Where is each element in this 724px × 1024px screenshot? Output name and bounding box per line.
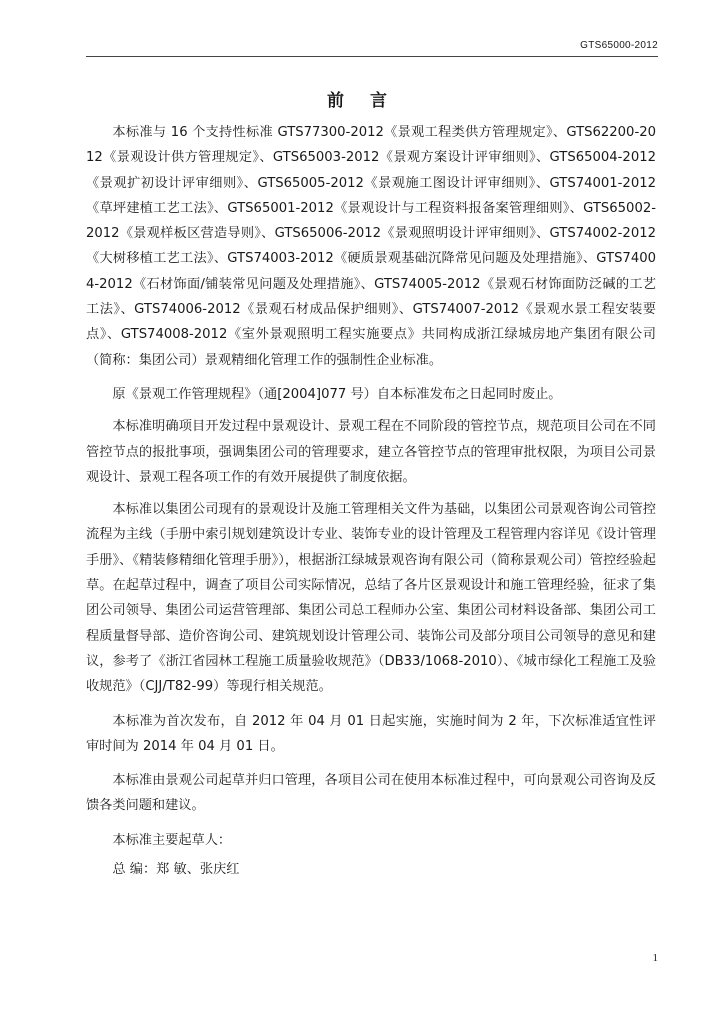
- page-number: 1: [652, 952, 658, 964]
- paragraph-effective-date: 本标准为首次发布，自 2012 年 04 月 01 日起实施，实施时间为 2 年，下次标准适宜性评审时间为 2014 年 04 月 01 日。: [86, 713, 656, 754]
- document-code: GTS65000-2012: [580, 40, 658, 51]
- paragraph-repeal: 原《景观工作管理规程》（通[2004]077 号）自本标准发布之日起同时废止。: [112, 386, 562, 402]
- paragraph-drafters-heading: 本标准主要起草人：: [112, 832, 232, 848]
- paragraph-management: 本标准由景观公司起草并归口管理，各项目公司在使用本标准过程中，可向景观公司咨询及反馈各类问题和建议。: [86, 773, 656, 814]
- paragraph-chief-editors: 总 编：郑 敏、张庆红: [112, 862, 240, 878]
- paragraph-standards-list: 本标准与 16 个支持性标准 GTS77300-2012《景观工程类供方管理规定》、GTS62200-2012《景观设计供方管理规定》、GTS65003-2012《景观方案设计评审细则》、GTS65004-2012《景观扩初设计评审细则》、GTS65005-2012《景观施工图设计评审细则》、GTS74001-2012《草坪建植工艺工法》、GTS65001-2012《景观设计与工程资料报备案管理细则》、GTS65002-2012《景观样板区营造导则》、GTS65006-2012《景观照明设计评审细则》、GTS74002-2012《大树移植工艺工法》、GTS74003-2012《硬质景观基础沉降常见问题及处理措施》、GTS74004-2012《石材饰面/铺装常见问题及处理措施》、GTS74005-2012《景观石材饰面防泛碱的工艺工法》、GTS74006-2012《景观石材成品保护细则》、GTS74007-2012《景观水景工程安装要点》、GTS74008-2012《室外景观照明工程实施要点》共同构成浙江绿城房地产集团有限公司（简称：集团公司）景观精细化管理工作的强制性企业标准。: [86, 125, 656, 368]
- document-body: [86, 120, 656, 882]
- page-title: 前 言: [327, 91, 397, 111]
- header-rule: [86, 56, 658, 57]
- paragraph-purpose: 本标准明确项目开发过程中景观设计、景观工程在不同阶段的管控节点，规范项目公司在不同管控节点的报批事项，强调集团公司的管理要求，建立各管控节点的管理审批权限，为项目公司景观设计、景观工程各项工作的有效开展提供了制度依据。: [86, 419, 656, 485]
- paragraph-basis: 本标准以集团公司现有的景观设计及施工管理相关文件为基础，以集团公司景观咨询公司管控流程为主线（手册中索引规划建筑设计专业、装饰专业的设计管理及工程管理内容详见《设计管理手册》、《精装修精细化管理手册》），根据浙江绿城景观咨询有限公司（简称景观公司）管控经验起草。在起草过程中，调查了项目公司实际情况，总结了各片区景观设计和施工管理经验，征求了集团公司领导、集团公司运营管理部、集团公司总工程师办公室、集团公司材料设备部、集团公司工程质量督导部、造价咨询公司、建筑规划设计管理公司、装饰公司及部分项目公司领导的意见和建议，参考了《浙江省园林工程施工质量验收规范》（DB33/1068-2010）、《城市绿化工程施工及验收规范》（CJJ/T82-99）等现行相关规范。: [86, 502, 656, 695]
